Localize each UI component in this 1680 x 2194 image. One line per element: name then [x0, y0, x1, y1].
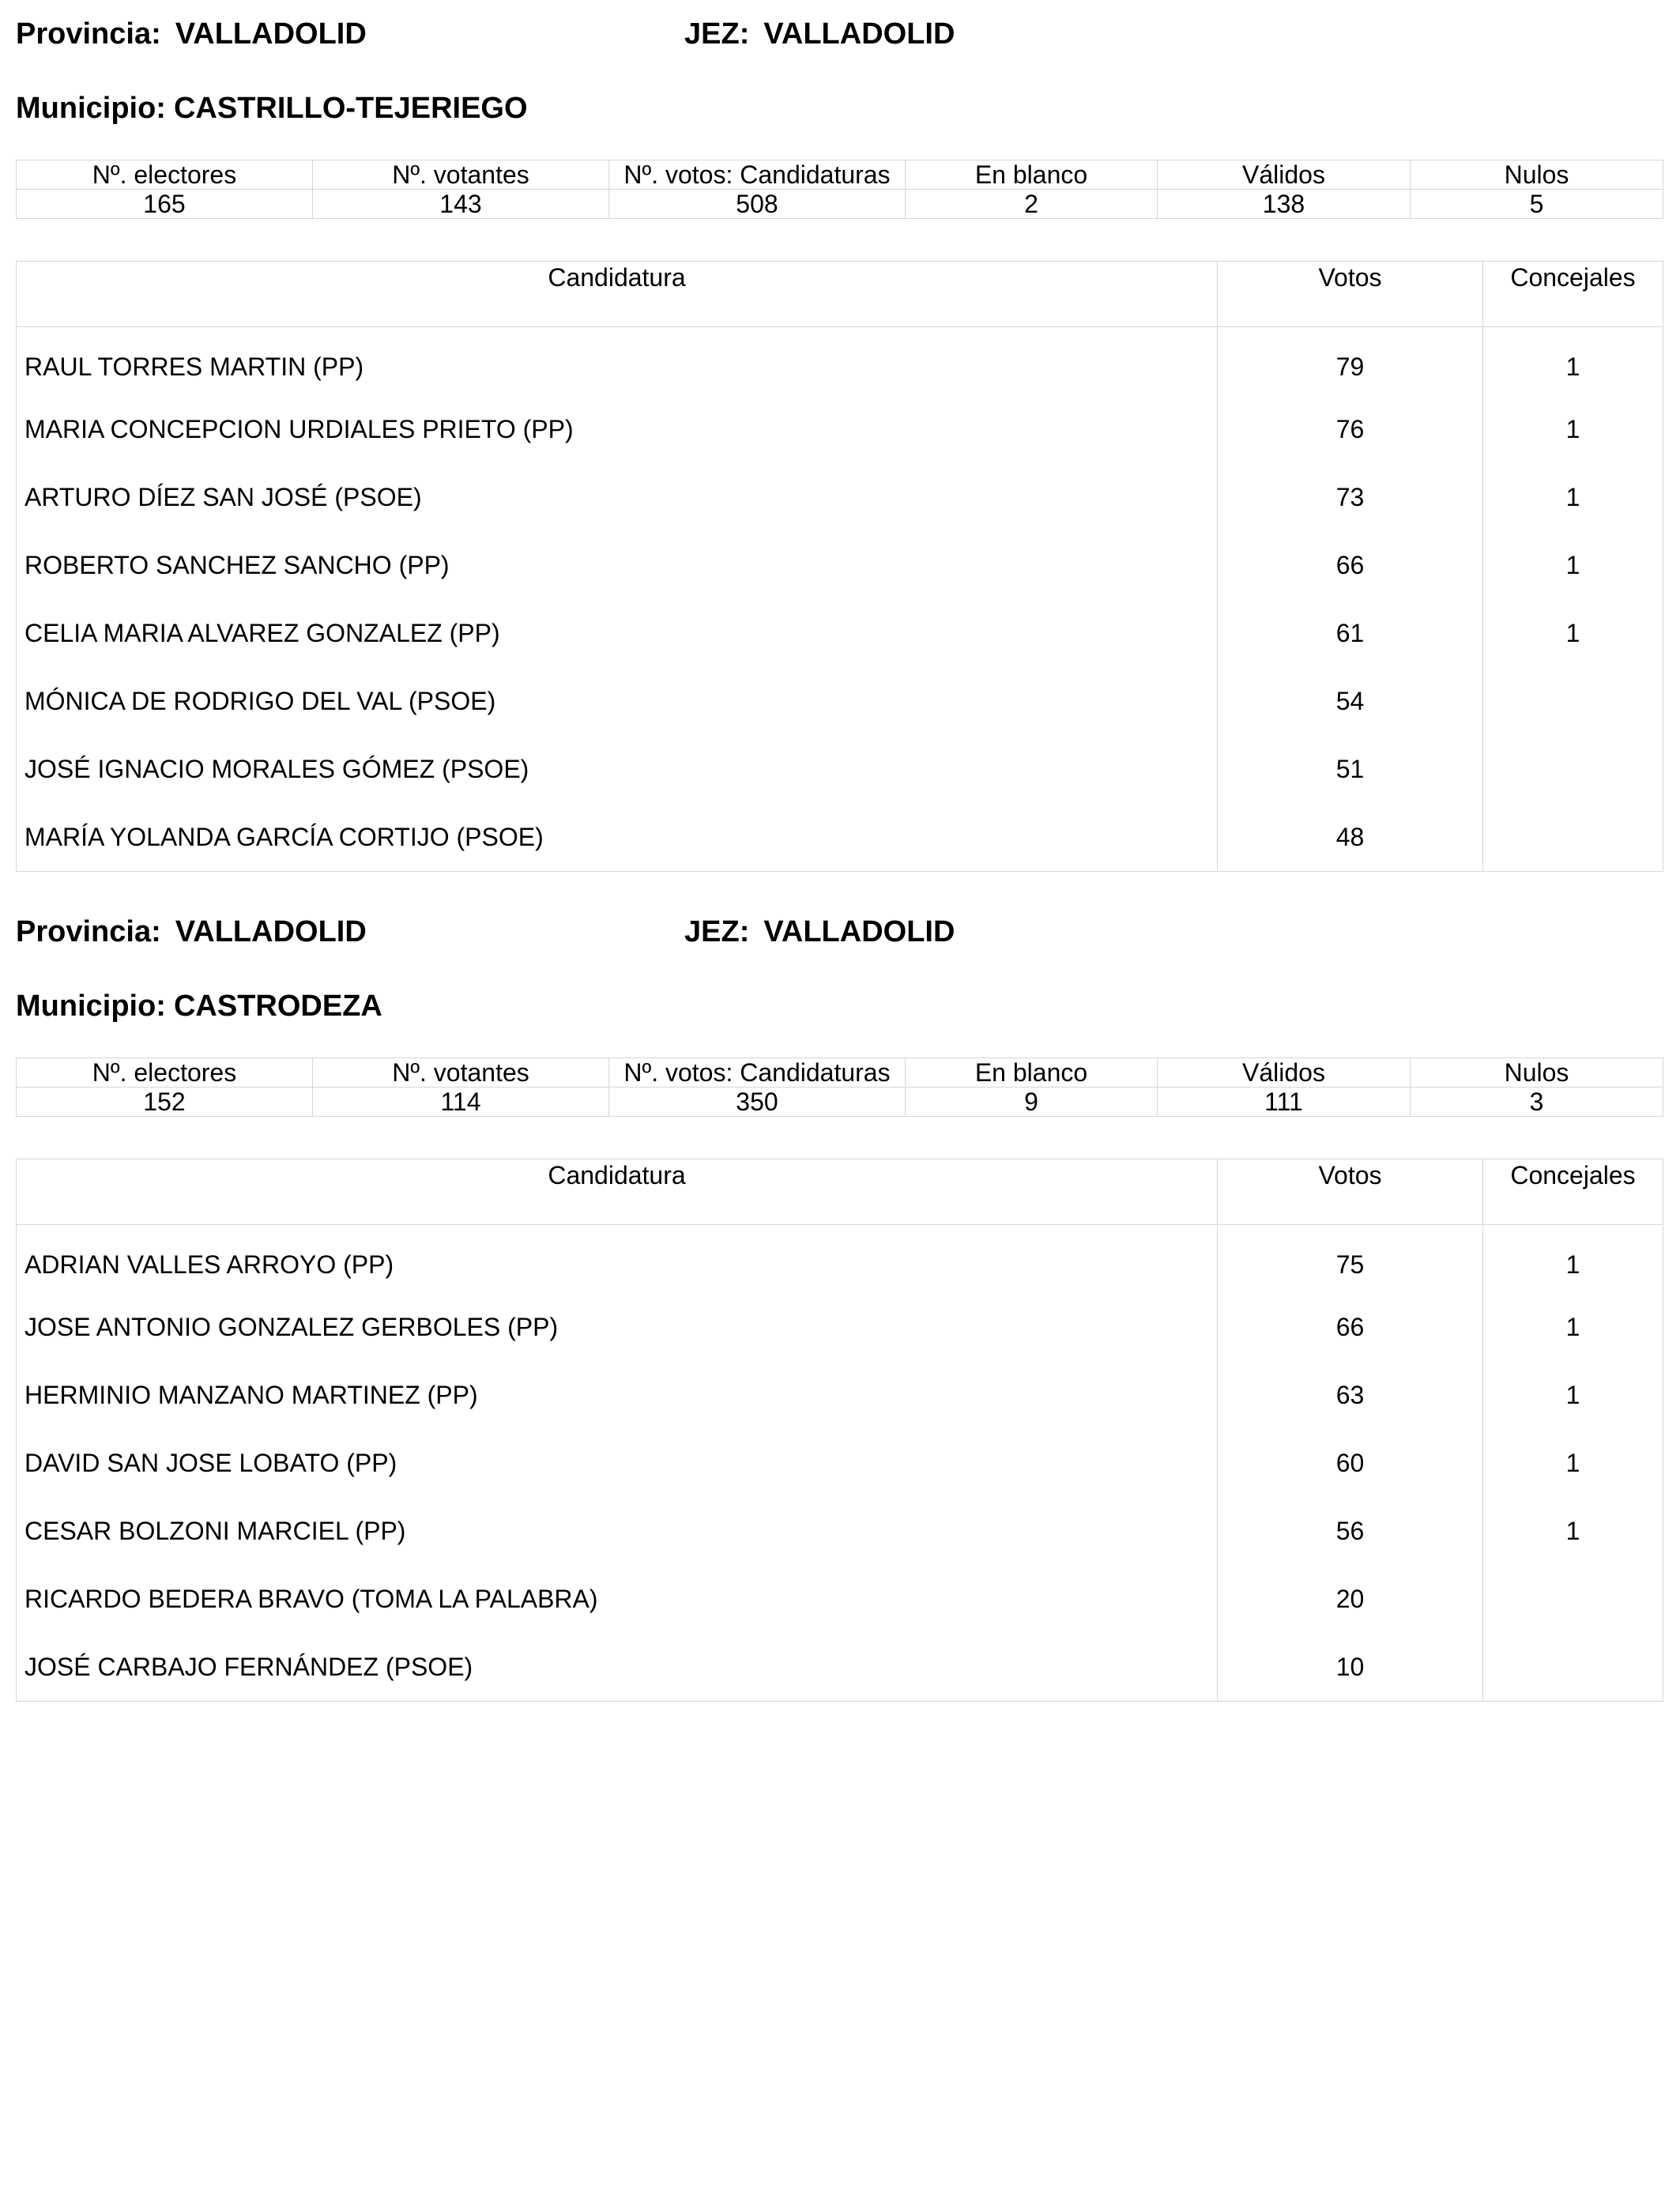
- candidate-name: ROBERTO SANCHEZ SANCHO (PP): [17, 531, 1218, 599]
- candidate-votos: 61: [1218, 599, 1483, 667]
- candidate-concejales: [1483, 735, 1663, 803]
- candidate-votos: 51: [1218, 735, 1483, 803]
- provincia-label: Provincia:: [16, 17, 161, 51]
- summary-header-cell: Nulos: [1411, 1058, 1663, 1088]
- candidate-row: [17, 1565, 1663, 1633]
- candidate-concejales: [1483, 1633, 1663, 1702]
- candidate-row: [17, 1633, 1663, 1702]
- candidate-row: [17, 327, 1663, 396]
- candidate-concejales: 1: [1483, 1497, 1663, 1565]
- summary-value-cell: 9: [906, 1088, 1158, 1117]
- candidate-votos: 75: [1218, 1225, 1483, 1294]
- summary-value-cell: 3: [1411, 1088, 1663, 1117]
- candidate-concejales: 1: [1483, 531, 1663, 599]
- candidate-row: [17, 599, 1663, 667]
- candidatura-header: Candidatura: [17, 262, 1218, 327]
- votos-header: Votos: [1218, 262, 1483, 327]
- candidate-concejales: 1: [1483, 1293, 1663, 1361]
- summary-header-cell: Nº. electores: [17, 1058, 313, 1088]
- candidate-name: MARÍA YOLANDA GARCÍA CORTIJO (PSOE): [17, 803, 1218, 872]
- municipio-label: Municipio:: [16, 990, 166, 1023]
- summary-value-cell: 114: [313, 1088, 609, 1117]
- candidate-row: [17, 803, 1663, 872]
- summary-value-cell: 152: [17, 1088, 313, 1117]
- summary-header-cell: Válidos: [1158, 160, 1411, 190]
- candidate-votos: 20: [1218, 1565, 1483, 1633]
- municipio-heading: [16, 89, 528, 128]
- candidates-table: [16, 1159, 1663, 1702]
- summary-value-cell: 5: [1411, 190, 1663, 219]
- summary-value-cell: 143: [313, 190, 609, 219]
- candidate-concejales: [1483, 667, 1663, 735]
- summary-value-cell: 111: [1158, 1088, 1411, 1117]
- candidate-row: [17, 531, 1663, 599]
- summary-value-cell: 350: [609, 1088, 906, 1117]
- candidate-name: ADRIAN VALLES ARROYO (PP): [17, 1225, 1218, 1294]
- candidate-row: [17, 463, 1663, 531]
- candidatura-header: Candidatura: [17, 1159, 1218, 1225]
- summary-value-cell: 2: [906, 190, 1158, 219]
- candidate-row: [17, 395, 1663, 463]
- jez-heading: [684, 14, 955, 54]
- jez-value: VALLADOLID: [763, 17, 955, 51]
- candidate-concejales: 1: [1483, 1429, 1663, 1497]
- candidate-votos: 56: [1218, 1497, 1483, 1565]
- candidate-votos: 63: [1218, 1361, 1483, 1429]
- municipio-label: Municipio:: [16, 92, 166, 125]
- candidate-votos: 66: [1218, 531, 1483, 599]
- candidate-name: ARTURO DÍEZ SAN JOSÉ (PSOE): [17, 463, 1218, 531]
- candidate-votos: 54: [1218, 667, 1483, 735]
- candidate-votos: 76: [1218, 395, 1483, 463]
- municipio-heading: [16, 986, 382, 1026]
- candidate-name: RICARDO BEDERA BRAVO (TOMA LA PALABRA): [17, 1565, 1218, 1633]
- summary-header-cell: Válidos: [1158, 1058, 1411, 1088]
- provincia-label: Provincia:: [16, 915, 161, 948]
- summary-table: [16, 160, 1663, 219]
- candidate-row: [17, 1225, 1663, 1294]
- jez-heading: [684, 912, 955, 952]
- summary-header-row: [17, 160, 1663, 190]
- candidate-name: JOSÉ CARBAJO FERNÁNDEZ (PSOE): [17, 1633, 1218, 1702]
- jez-value: VALLADOLID: [763, 915, 955, 948]
- candidate-concejales: 1: [1483, 327, 1663, 396]
- summary-header-cell: Nº. votantes: [313, 160, 609, 190]
- candidate-name: HERMINIO MANZANO MARTINEZ (PP): [17, 1361, 1218, 1429]
- candidate-name: JOSE ANTONIO GONZALEZ GERBOLES (PP): [17, 1293, 1218, 1361]
- summary-value-cell: 138: [1158, 190, 1411, 219]
- candidate-concejales: 1: [1483, 463, 1663, 531]
- candidate-row: [17, 1293, 1663, 1361]
- candidate-name: RAUL TORRES MARTIN (PP): [17, 327, 1218, 396]
- votos-header: Votos: [1218, 1159, 1483, 1225]
- summary-header-cell: En blanco: [906, 160, 1158, 190]
- candidates-header-row: [17, 1159, 1663, 1225]
- candidate-name: DAVID SAN JOSE LOBATO (PP): [17, 1429, 1218, 1497]
- candidate-votos: 79: [1218, 327, 1483, 396]
- summary-header-cell: Nº. votantes: [313, 1058, 609, 1088]
- summary-header-cell: En blanco: [906, 1058, 1158, 1088]
- candidate-name: MARIA CONCEPCION URDIALES PRIETO (PP): [17, 395, 1218, 463]
- candidate-name: MÓNICA DE RODRIGO DEL VAL (PSOE): [17, 667, 1218, 735]
- candidate-name: CELIA MARIA ALVAREZ GONZALEZ (PP): [17, 599, 1218, 667]
- provincia-value: VALLADOLID: [175, 915, 367, 948]
- summary-header-row: [17, 1058, 1663, 1088]
- candidate-votos: 60: [1218, 1429, 1483, 1497]
- candidate-row: [17, 667, 1663, 735]
- candidate-concejales: 1: [1483, 599, 1663, 667]
- jez-label: JEZ:: [684, 915, 750, 948]
- candidate-votos: 10: [1218, 1633, 1483, 1702]
- candidate-row: [17, 735, 1663, 803]
- summary-value-cell: 508: [609, 190, 906, 219]
- candidate-row: [17, 1497, 1663, 1565]
- concejales-header: Concejales: [1483, 1159, 1663, 1225]
- candidate-concejales: 1: [1483, 1225, 1663, 1294]
- candidates-table: [16, 261, 1663, 872]
- candidate-votos: 48: [1218, 803, 1483, 872]
- summary-header-cell: Nulos: [1411, 160, 1663, 190]
- candidate-concejales: 1: [1483, 395, 1663, 463]
- summary-value-row: [17, 1088, 1663, 1117]
- candidate-votos: 66: [1218, 1293, 1483, 1361]
- candidates-header-row: [17, 262, 1663, 327]
- candidate-row: [17, 1361, 1663, 1429]
- summary-table: [16, 1057, 1663, 1117]
- candidate-name: JOSÉ IGNACIO MORALES GÓMEZ (PSOE): [17, 735, 1218, 803]
- provincia-heading: [16, 912, 367, 952]
- candidate-concejales: 1: [1483, 1361, 1663, 1429]
- jez-label: JEZ:: [684, 17, 750, 51]
- candidate-concejales: [1483, 803, 1663, 872]
- summary-header-cell: Nº. electores: [17, 160, 313, 190]
- municipio-value: CASTRODEZA: [173, 990, 382, 1023]
- summary-header-cell: Nº. votos: Candidaturas: [609, 160, 906, 190]
- candidate-row: [17, 1429, 1663, 1497]
- summary-header-cell: Nº. votos: Candidaturas: [609, 1058, 906, 1088]
- candidate-concejales: [1483, 1565, 1663, 1633]
- provincia-value: VALLADOLID: [175, 17, 367, 51]
- summary-value-cell: 165: [17, 190, 313, 219]
- candidate-votos: 73: [1218, 463, 1483, 531]
- concejales-header: Concejales: [1483, 262, 1663, 327]
- candidate-name: CESAR BOLZONI MARCIEL (PP): [17, 1497, 1218, 1565]
- municipio-value: CASTRILLO-TEJERIEGO: [173, 92, 528, 125]
- provincia-heading: [16, 14, 367, 54]
- summary-value-row: [17, 190, 1663, 219]
